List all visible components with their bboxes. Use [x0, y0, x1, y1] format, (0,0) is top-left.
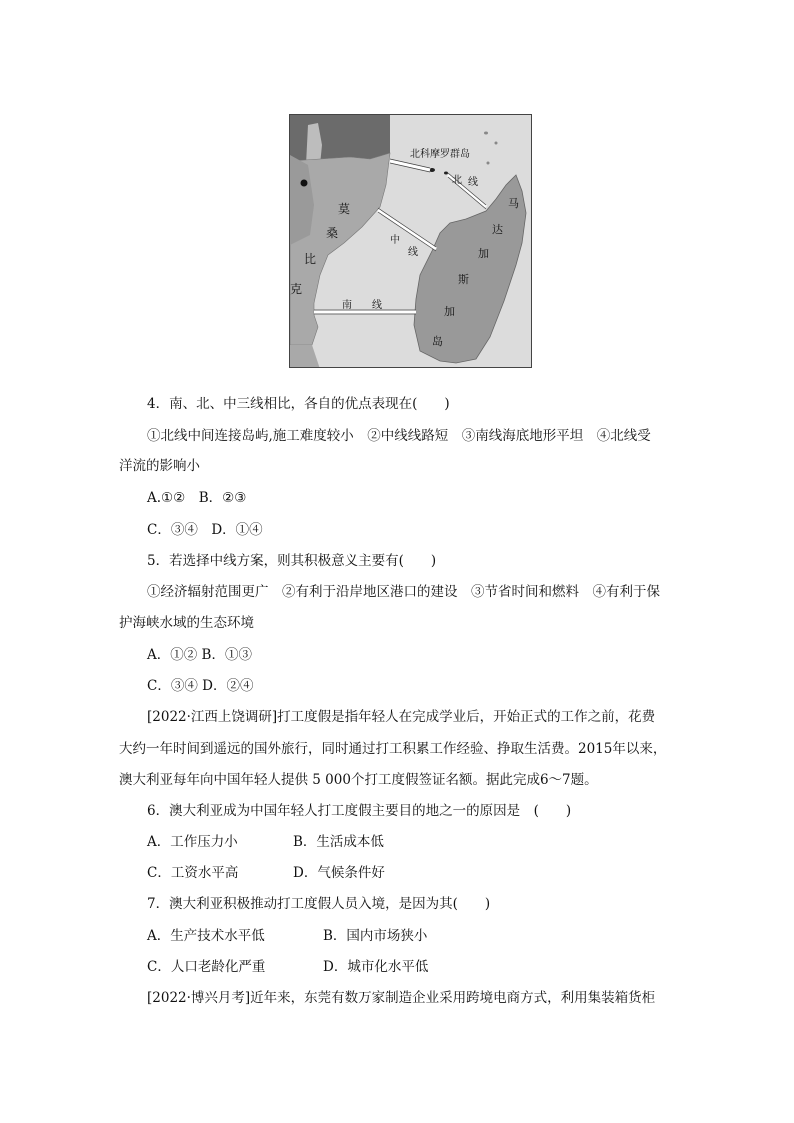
label-north-line-1: 北 — [452, 175, 462, 186]
q5-stem: 5．若选择中线方案，则其积极意义主要有( ) — [147, 553, 437, 569]
q5-options-row2: C．③④ D．②④ — [147, 678, 254, 694]
q4-options-row1: A.①② B．②③ — [147, 490, 247, 506]
q4-statements-1: ①北线中间连接岛屿,施工难度较小 ②中线线路短 ③南线海底地形平坦 ④北线受 — [147, 428, 651, 444]
passage1-line2: 大约一年时间到遥远的国外旅行，同时通过打工积累工作经验、挣取生活费。2015年以来， — [119, 741, 667, 757]
label-south-line-2: 线 — [372, 300, 382, 311]
passage2-line1: [2022·博兴月考]近年来，东莞有数万家制造企业采用跨境电商方式，利用集装箱货柜 — [147, 990, 656, 1006]
label-moz-4: 克 — [290, 282, 303, 296]
q7-option-c: C．人口老龄化严重 — [147, 959, 266, 975]
q4-stem: 4．南、北、中三线相比，各自的优点表现在( ) — [147, 396, 450, 412]
city-marker-icon — [301, 180, 308, 187]
map-figure — [289, 114, 532, 368]
q6-option-b: B．生活成本低 — [293, 834, 384, 850]
label-south-line-1: 南 — [342, 300, 352, 311]
q5-statements-2: 护海峡水域的生态环境 — [119, 615, 254, 631]
label-mad-2: 达 — [492, 223, 503, 236]
mozambique-channel-map — [290, 115, 532, 368]
label-mad-3: 加 — [478, 247, 489, 260]
q6-stem: 6．澳大利亚成为中国年轻人打工度假主要目的地之一的原因是 ( ) — [147, 803, 572, 819]
q7-stem: 7．澳大利亚积极推动打工度假人员入境，是因为其( ) — [147, 896, 491, 912]
q4-options-row2: C．③④ D．①④ — [147, 522, 263, 538]
label-mad-4: 斯 — [458, 273, 469, 286]
label-mad-1: 马 — [508, 197, 519, 210]
q5-statements-1: ①经济辐射范围更广 ②有利于沿岸地区港口的建设 ③节省时间和燃料 ④有利于保 — [147, 584, 660, 600]
label-moz-1: 莫 — [338, 202, 351, 216]
q6-option-a: A．工作压力小 — [147, 834, 238, 850]
passage1-line3: 澳大利亚每年向中国年轻人提供 5 000个打工度假签证名额。据此完成6～7题。 — [119, 772, 598, 788]
label-north-comoros: 北科摩罗群岛 — [410, 149, 470, 160]
q7-option-d: D．城市化水平低 — [323, 959, 429, 975]
label-moz-3: 比 — [304, 252, 317, 266]
passage1-line1: [2022·江西上饶调研]打工度假是指年轻人在完成学业后，开始正式的工作之前，花费 — [147, 709, 656, 725]
q7-option-b: B．国内市场狭小 — [323, 928, 428, 944]
label-mad-5: 加 — [444, 305, 455, 318]
label-middle-line-1: 中 — [390, 235, 400, 246]
label-middle-line-2: 线 — [408, 247, 418, 258]
q7-option-a: A．生产技术水平低 — [147, 928, 265, 944]
q6-option-d: D．气候条件好 — [293, 865, 385, 881]
label-north-line-2: 线 — [468, 177, 478, 188]
q5-options-row1: A．①② B．①③ — [147, 647, 252, 663]
q6-option-c: C．工资水平高 — [147, 865, 239, 881]
label-moz-2: 桑 — [326, 226, 339, 240]
q4-statements-2: 洋流的影响小 — [119, 458, 200, 474]
label-mad-6: 岛 — [432, 335, 443, 348]
